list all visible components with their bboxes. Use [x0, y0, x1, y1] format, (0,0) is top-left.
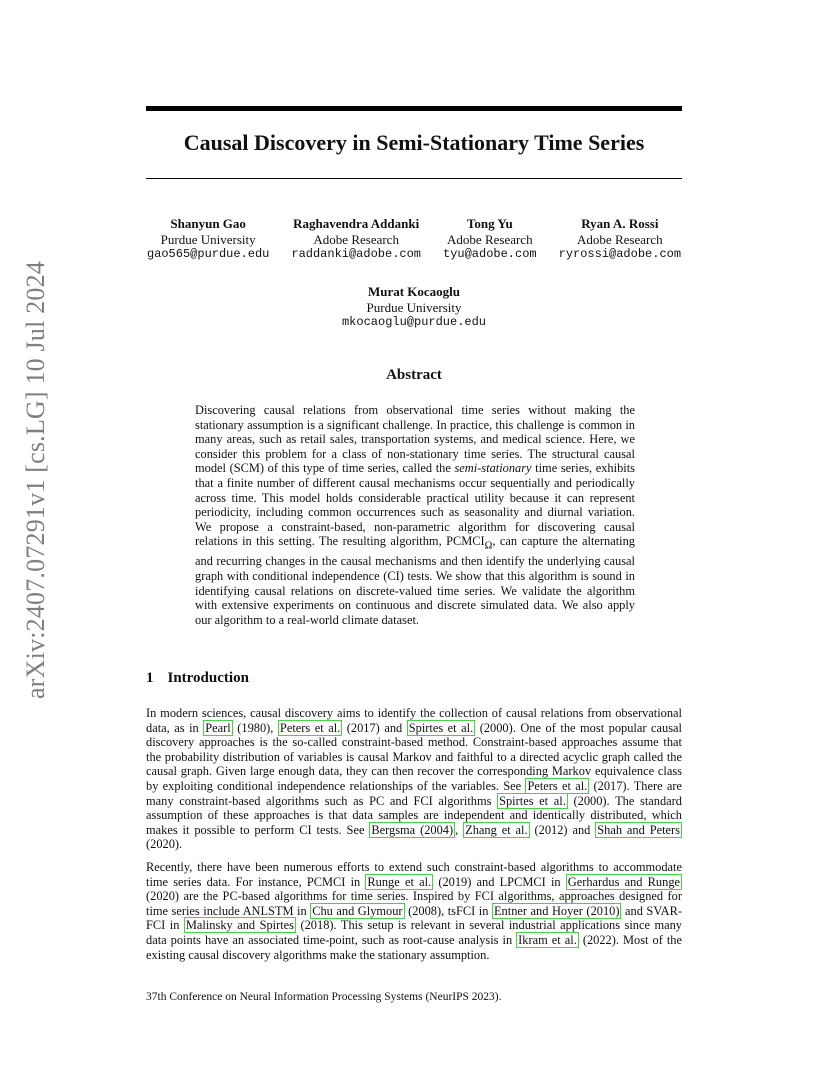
author-affiliation: Adobe Research [447, 231, 533, 247]
author-email[interactable]: gao565@purdue.edu [146, 247, 270, 261]
citation-link[interactable]: Runge et al. [367, 874, 432, 889]
citation-link[interactable]: Pearl [205, 720, 231, 735]
intro-paragraph-2 [146, 860, 682, 962]
author-block [559, 216, 681, 263]
algorithm-subscript: Ω [484, 540, 493, 552]
paragraph-text: Recently, there have been numerous efforts to extend such constraint-based algorithms to accommodate time series data. For instance, PCMCI in [146, 860, 682, 889]
abstract-text [195, 403, 635, 627]
paragraph-text: (1980), [232, 720, 278, 735]
author-name: Ryan A. Rossi [581, 216, 659, 231]
citation-link[interactable]: Zhang et al. [465, 822, 528, 837]
author-list [146, 216, 682, 263]
paragraph-text: (2020) are the PC-based algorithms for time series. Inspired by FCI algorithms, approaches designed for time series include ANLSTM in [146, 889, 682, 918]
author-block [443, 216, 537, 263]
paragraph-text: In modern sciences, causal discovery aims to identify the collection of causal relations from observational data, as in [146, 706, 682, 735]
author-email[interactable]: tyu@adobe.com [443, 247, 537, 261]
author-email[interactable]: raddanki@adobe.com [291, 247, 421, 261]
citation-link[interactable]: Entner and Hoyer (2010) [493, 903, 620, 918]
paragraph-text: , [455, 822, 464, 837]
section-number: 1 [146, 670, 154, 686]
paragraph-text: and SVAR-FCI in [146, 903, 683, 933]
intro-paragraph-1 [146, 706, 682, 852]
citation-link[interactable]: Ikram et al. [518, 932, 577, 947]
arxiv-stamp [0, 0, 72, 1072]
abstract-text-segment: Discovering causal relations from observational time series without making the stationary assumption is a significant challenge. In practice, this challenge is common in many areas, such as retail sales, transportation systems, and medical science. Here, we consider this problem for a class of non-stationary time series. The structural causal model (SCM) of this type of time series, called the [195, 403, 635, 476]
author-affiliation: Adobe Research [577, 231, 663, 247]
author-name: Shanyun Gao [170, 216, 246, 231]
author-block [146, 284, 682, 331]
author-affiliation: Purdue University [366, 299, 462, 315]
author-name: Raghavendra Addanki [293, 216, 420, 231]
citation-link[interactable]: Peters et al. [279, 720, 341, 735]
author-affiliation: Purdue University [160, 231, 256, 247]
conference-footnote: 37th Conference on Neural Information Processing Systems (NeurIPS 2023). [146, 991, 502, 1003]
paragraph-text: (2000). The standard assumption of these approaches is that data samples are independent and identically distributed, which makes it possible to perform CI tests. See [146, 793, 682, 837]
author-block [291, 216, 421, 263]
abstract-heading: Abstract [386, 367, 442, 383]
paragraph-text: (2018). This setup is relevant in several industrial applications since many data points have an associated time-point, such as root-cause analysis in [146, 918, 682, 947]
author-email[interactable]: mkocaoglu@purdue.edu [341, 315, 487, 329]
abstract-text-segment: , can capture the alternating and recurring changes in the causal mechanisms and then identify the underlying causal graph with conditional independence (CI) tests. We show that this algorithm is sound in identifying causal relations on discrete-valued time series. We validate the algorithm with extensive experiments on continuous and discrete simulated data. We also apply our algorithm to a real-world climate dataset. [195, 534, 635, 627]
title-top-rule [146, 106, 682, 111]
author-name: Tong Yu [466, 216, 513, 231]
paper-title: Causal Discovery in Semi-Stationary Time Series [183, 130, 645, 155]
citation-link[interactable]: Shah and Peters [597, 822, 680, 837]
paragraph-text: (2020). [146, 837, 183, 852]
citation-link[interactable]: Gerhardus and Runge [567, 874, 681, 889]
paragraph-text: (2017) and [342, 720, 407, 735]
paragraph-text: (2022). Most of the existing causal discovery algorithms make the stationary assumption. [146, 932, 682, 962]
author-affiliation: Adobe Research [313, 231, 399, 247]
citation-link[interactable]: Malinsky and Spirtes [185, 918, 294, 933]
abstract-emphasis: semi-stationary [454, 461, 532, 476]
paragraph-text: (2008), tsFCI in [404, 903, 492, 918]
author-block [147, 216, 269, 263]
paragraph-text: (2017). There are many constraint-based algorithms such as PC and FCI algorithms [146, 778, 682, 808]
citation-link[interactable]: Bergsma (2004) [371, 822, 454, 837]
arxiv-stamp-text: arXiv:2407.07291v1 [cs.LG] 10 Jul 2024 [21, 261, 50, 699]
abstract-text-segment: time series, exhibits that a finite number of different causal mechanisms occur sequentially and periodically across time. This model holds considerable practical utility because it can represent periodicity, including common occurrences such as seasonality and diurnal variation. We propose a constraint-based, non-parametric algorithm for discovering causal relations in this setting. The resulting algorithm, PCMCI [195, 461, 635, 549]
citation-link[interactable]: Spirtes et al. [408, 720, 474, 735]
paragraph-text: (2012) and [529, 822, 596, 837]
paragraph-text: (2000). One of the most popular causal discovery approaches is the so-called constraint-based method. Constraint-based approaches assume that the probability distribution of variables is causal Markov and faithful to a directed acyclic graph called the causal graph. Given large enough data, they can then recover the corresponding Markov equivalence class by exploiting conditional independence relationships of the variables. See [146, 720, 682, 793]
paragraph-text: (2019) and LPCMCI in [433, 874, 566, 889]
section-title: Introduction [167, 670, 249, 686]
author-name: Murat Kocaoglu [367, 284, 461, 299]
citation-link[interactable]: Chu and Glymour [312, 903, 403, 918]
title-bottom-rule [146, 178, 682, 179]
section-heading [146, 670, 249, 687]
citation-link[interactable]: Spirtes et al. [499, 793, 566, 808]
citation-link[interactable]: Peters et al. [527, 778, 588, 793]
author-email[interactable]: ryrossi@adobe.com [558, 247, 682, 261]
